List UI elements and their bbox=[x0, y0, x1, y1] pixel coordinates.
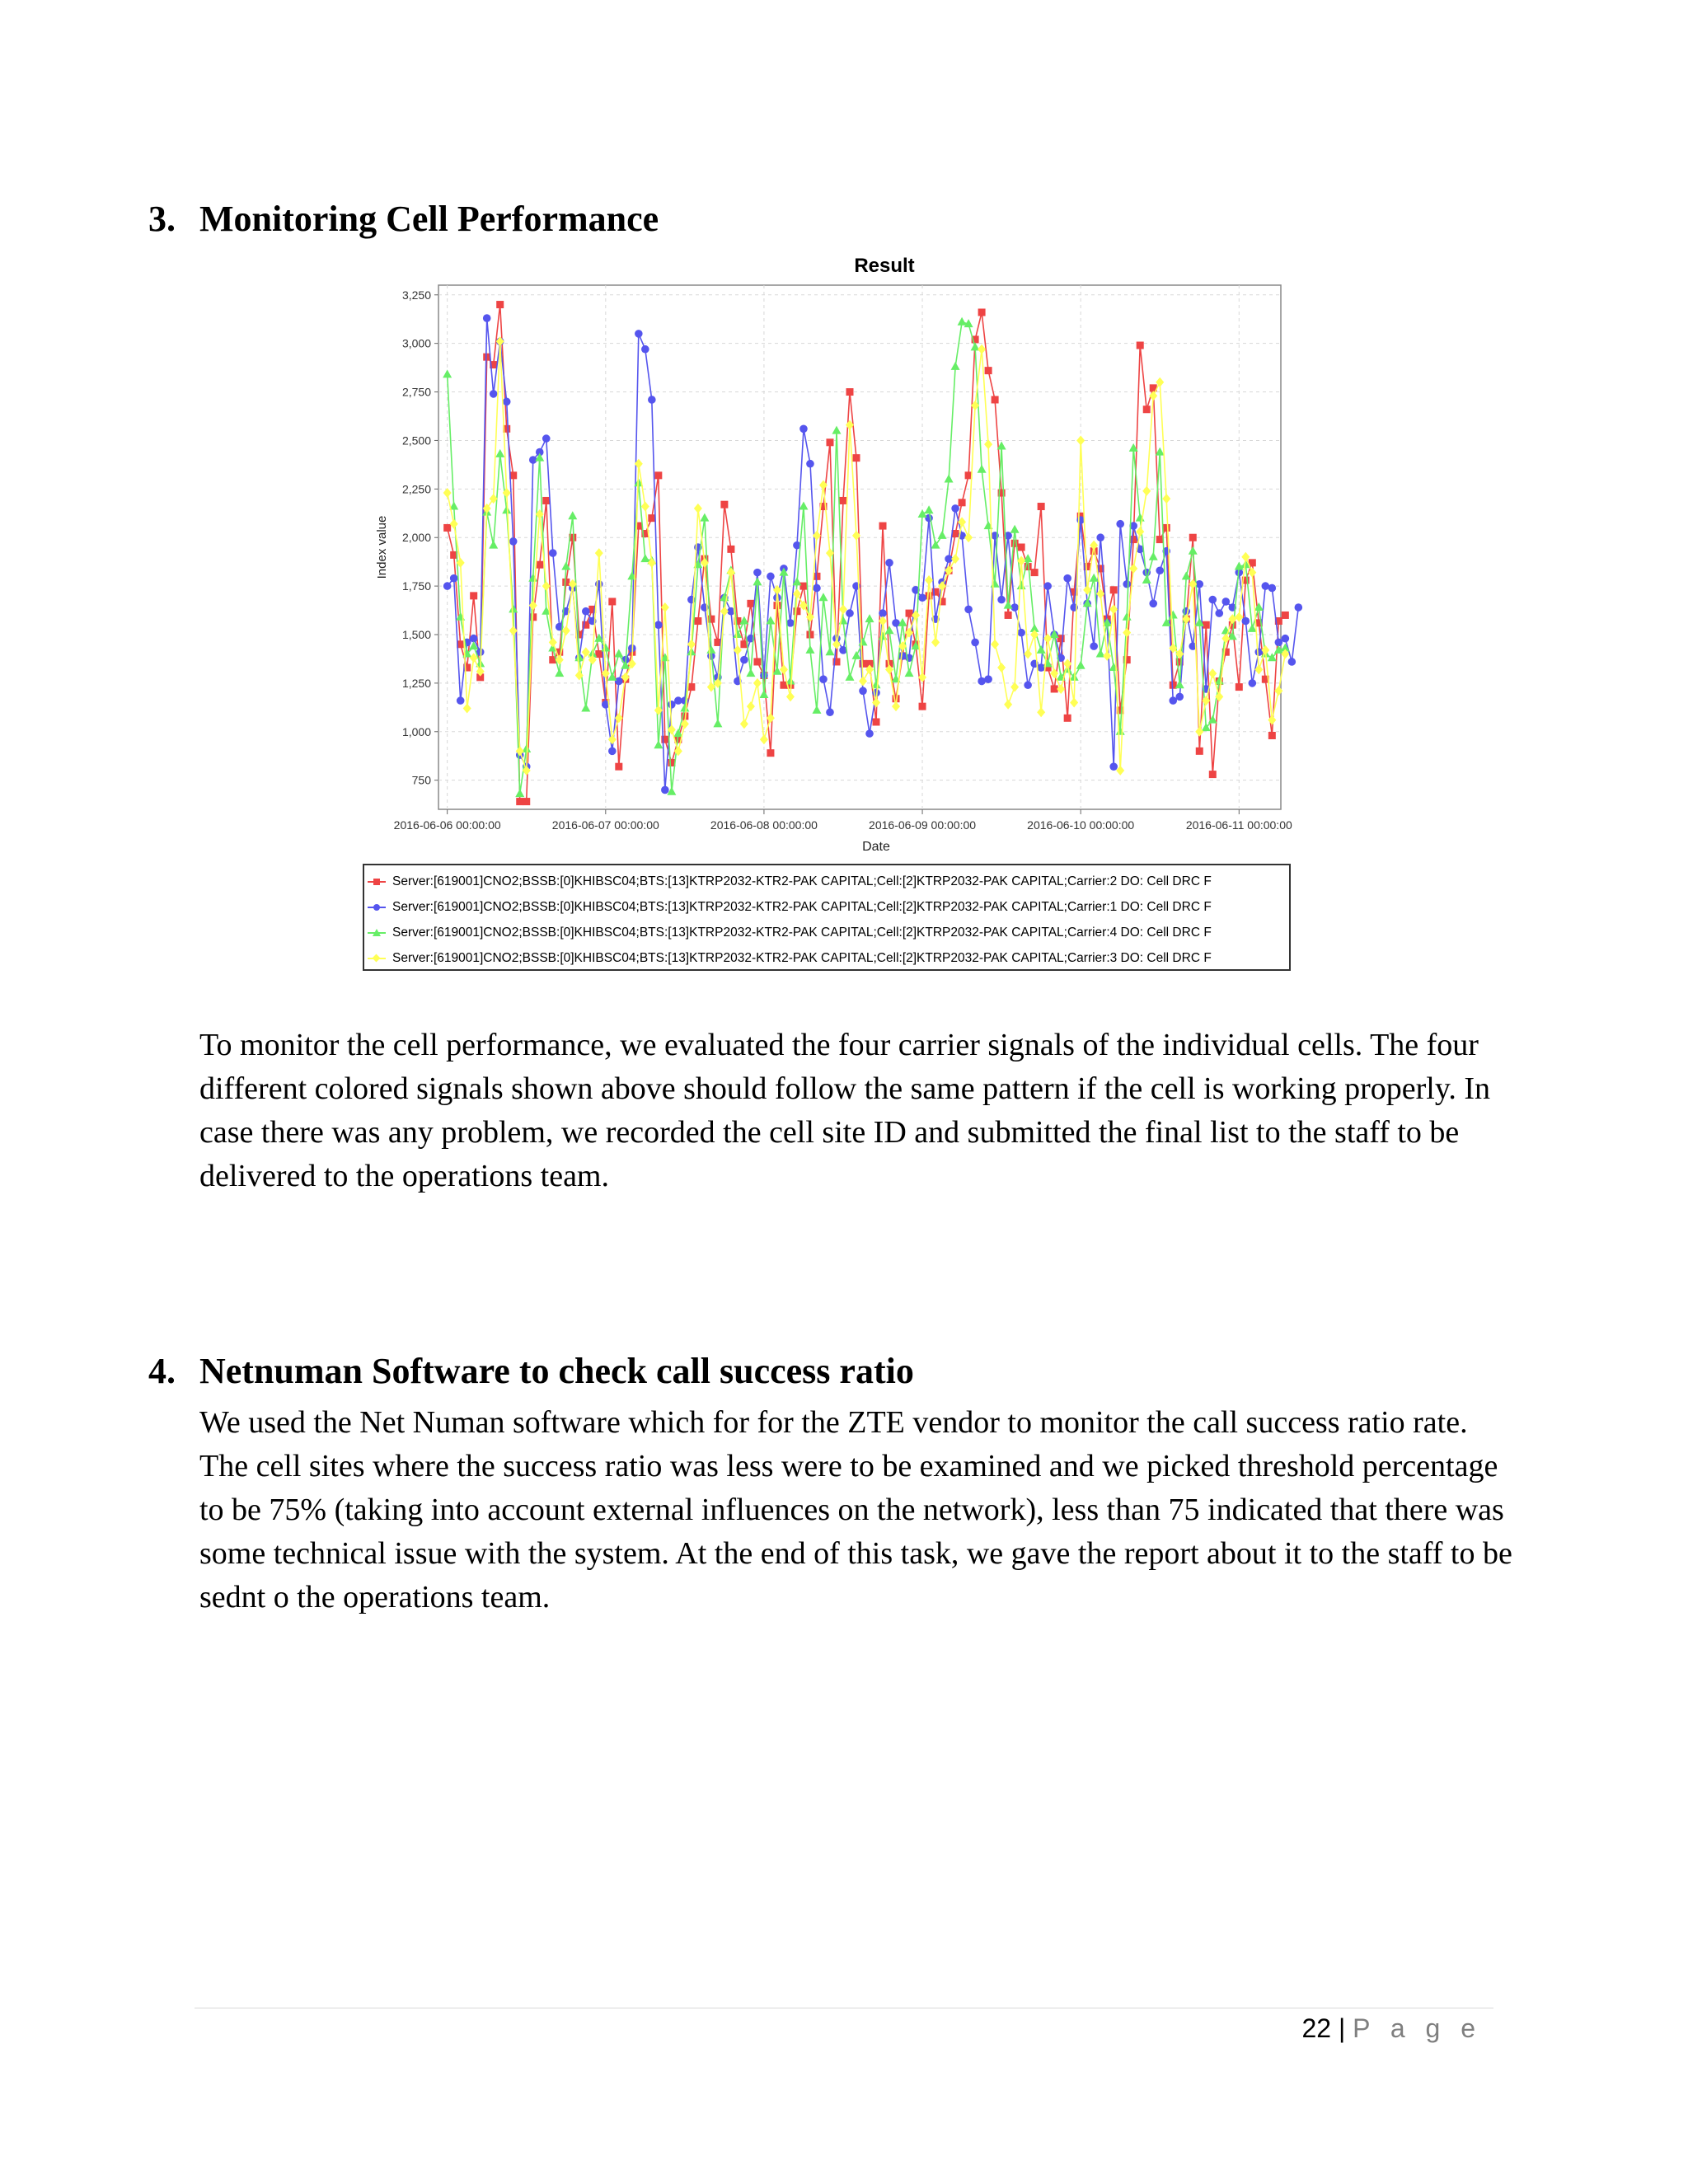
data-point bbox=[1116, 520, 1124, 528]
data-point bbox=[932, 588, 940, 596]
data-point bbox=[457, 696, 465, 705]
result-chart bbox=[363, 247, 1335, 981]
y-tick-label: 1,250 bbox=[401, 676, 431, 690]
data-point bbox=[648, 396, 656, 404]
data-point bbox=[846, 609, 854, 617]
data-point bbox=[852, 454, 860, 462]
legend-entry bbox=[368, 869, 1289, 894]
data-point bbox=[523, 798, 530, 805]
data-point bbox=[635, 330, 643, 338]
x-tick-label: 2016-06-11 00:00:00 bbox=[1185, 818, 1292, 832]
section-3-title: Monitoring Cell Performance bbox=[199, 199, 659, 239]
data-point bbox=[1268, 584, 1277, 593]
x-tick-label: 2016-06-06 00:00:00 bbox=[393, 818, 501, 832]
data-point bbox=[443, 524, 451, 532]
data-point bbox=[536, 561, 543, 569]
data-point bbox=[1275, 639, 1283, 647]
data-point bbox=[490, 390, 498, 398]
x-tick-label: 2016-06-07 00:00:00 bbox=[551, 818, 659, 832]
data-point bbox=[1090, 642, 1098, 650]
data-point bbox=[1110, 586, 1118, 593]
legend-marker bbox=[368, 927, 386, 939]
legend-marker bbox=[368, 953, 386, 964]
data-point bbox=[1163, 524, 1170, 532]
section-3-heading bbox=[148, 198, 659, 241]
legend-entry bbox=[368, 945, 1289, 971]
page-number: 22 bbox=[1301, 2013, 1332, 2043]
data-point bbox=[1189, 534, 1197, 541]
data-point bbox=[470, 635, 478, 643]
data-point bbox=[767, 749, 774, 757]
data-point bbox=[503, 398, 511, 406]
y-tick-label: 2,250 bbox=[401, 482, 431, 496]
data-point bbox=[846, 388, 853, 396]
data-point bbox=[918, 593, 926, 602]
data-point bbox=[1282, 635, 1290, 643]
y-axis-label: Index value bbox=[375, 515, 389, 579]
data-point bbox=[1209, 771, 1217, 778]
data-point bbox=[819, 675, 828, 683]
data-point bbox=[1249, 679, 1257, 687]
data-point bbox=[1109, 762, 1118, 771]
data-point bbox=[1268, 732, 1276, 739]
x-tick-label: 2016-06-10 00:00:00 bbox=[1027, 818, 1135, 832]
data-point bbox=[1063, 574, 1071, 583]
data-point bbox=[1038, 503, 1045, 510]
data-point bbox=[595, 580, 603, 588]
data-point bbox=[608, 748, 617, 756]
x-axis-label: Date bbox=[862, 840, 890, 854]
data-point bbox=[964, 606, 973, 614]
data-point bbox=[1031, 569, 1039, 576]
data-point bbox=[1242, 617, 1250, 626]
data-point bbox=[1018, 544, 1025, 551]
data-point bbox=[1196, 748, 1203, 755]
data-point bbox=[450, 574, 458, 583]
data-point bbox=[1011, 540, 1019, 547]
data-point bbox=[826, 438, 833, 446]
data-point bbox=[1024, 681, 1032, 689]
data-point bbox=[1123, 580, 1131, 588]
data-point bbox=[1064, 715, 1071, 722]
data-point bbox=[542, 434, 551, 443]
result-chart-svg bbox=[363, 247, 1335, 861]
data-point bbox=[707, 616, 715, 623]
data-point bbox=[925, 514, 933, 523]
data-point bbox=[1057, 635, 1065, 642]
data-point bbox=[885, 559, 893, 567]
x-tick-label: 2016-06-08 00:00:00 bbox=[710, 818, 818, 832]
data-point bbox=[767, 573, 775, 581]
data-point bbox=[799, 425, 808, 434]
data-point bbox=[1203, 621, 1210, 629]
legend-entry bbox=[368, 920, 1289, 945]
data-point bbox=[753, 569, 762, 577]
section-3-paragraph: To monitor the cell performance, we evaluated the four carrier signals of the individual cells. The four different colored signals shown above should follow the same pattern if the cell is working properly. In case there was any problem, we recorded the cell site ID and submitted the final list to the staff to be delivered to the operations team. bbox=[199, 1028, 1491, 1193]
data-point bbox=[1208, 596, 1217, 604]
data-point bbox=[529, 456, 537, 464]
data-point bbox=[694, 617, 701, 625]
data-point bbox=[608, 598, 616, 605]
data-point bbox=[509, 537, 518, 546]
data-point bbox=[859, 687, 867, 696]
chart-legend bbox=[363, 864, 1291, 971]
legend-label: Server:[619001]CNO2;BSSB:[0]KHIBSC04;BTS:[13]KTRP2032-KTR2-PAK CAPITAL;Cell:[2]KTRP2032-PAK CAPITAL;Carrier:2 DO: Cell DRC F bbox=[392, 874, 1212, 888]
data-point bbox=[542, 497, 550, 504]
data-point bbox=[1255, 648, 1264, 656]
data-point bbox=[1169, 696, 1177, 705]
data-point bbox=[654, 471, 662, 479]
data-point bbox=[549, 549, 557, 557]
y-tick-label: 3,000 bbox=[401, 336, 431, 350]
data-point bbox=[951, 504, 959, 513]
data-point bbox=[641, 345, 649, 354]
data-point bbox=[1288, 658, 1296, 666]
data-point bbox=[687, 683, 695, 691]
data-point bbox=[661, 786, 669, 794]
data-point bbox=[873, 719, 880, 726]
data-point bbox=[615, 763, 622, 771]
section-3-number: 3. bbox=[148, 199, 176, 239]
data-point bbox=[760, 672, 768, 680]
legend-entry bbox=[368, 894, 1289, 920]
data-point bbox=[1037, 663, 1045, 672]
section-4-number: 4. bbox=[148, 1351, 176, 1391]
data-point bbox=[668, 701, 676, 709]
data-point bbox=[865, 729, 874, 738]
data-point bbox=[648, 514, 655, 522]
legend-marker bbox=[368, 876, 386, 888]
data-point bbox=[1043, 582, 1052, 590]
legend-label: Server:[619001]CNO2;BSSB:[0]KHIBSC04;BTS:[13]KTRP2032-KTR2-PAK CAPITAL;Cell:[2]KTRP2032-PAK CAPITAL;Carrier:3 DO: Cell DRC F bbox=[392, 950, 1212, 965]
data-point bbox=[773, 602, 781, 609]
page-footer bbox=[1301, 2013, 1482, 2044]
data-point bbox=[1175, 693, 1184, 701]
data-point bbox=[615, 677, 623, 686]
data-point bbox=[906, 610, 913, 617]
section-4-paragraph: We used the Net Numan software which for for the ZTE vendor to monitor the call success ratio rate. The cell sites where the success ratio was less were to be examined and we picked threshold percentage to be 75% (taking into account external influences on the network), less than 75 indicated that there was some technical issue with the system. At the end of this task, we gave the report about it to the staff to be sednt o the operations team. bbox=[199, 1405, 1512, 1615]
data-point bbox=[879, 523, 887, 530]
data-point bbox=[654, 621, 663, 629]
data-point bbox=[992, 396, 999, 403]
data-point bbox=[919, 703, 926, 710]
data-point bbox=[959, 499, 966, 506]
data-point bbox=[470, 592, 477, 599]
data-point bbox=[562, 579, 570, 586]
data-point bbox=[1143, 405, 1151, 413]
data-point bbox=[753, 658, 761, 665]
data-point bbox=[1149, 600, 1157, 608]
data-point bbox=[496, 301, 504, 308]
legend-label: Server:[619001]CNO2;BSSB:[0]KHIBSC04;BTS:[13]KTRP2032-KTR2-PAK CAPITAL;Cell:[2]KTRP2032-PAK CAPITAL;Carrier:1 DO: Cell DRC F bbox=[392, 899, 1212, 914]
data-point bbox=[860, 660, 867, 668]
data-point bbox=[1156, 566, 1164, 574]
data-point bbox=[483, 314, 491, 322]
y-tick-label: 2,500 bbox=[401, 434, 431, 448]
data-point bbox=[582, 607, 590, 616]
legend-marker bbox=[368, 902, 386, 913]
section-4-heading bbox=[148, 1350, 914, 1394]
legend-label: Server:[619001]CNO2;BSSB:[0]KHIBSC04;BTS:[13]KTRP2032-KTR2-PAK CAPITAL;Cell:[2]KTRP2032-PAK CAPITAL;Carrier:4 DO: Cell DRC F bbox=[392, 925, 1212, 940]
data-point bbox=[839, 497, 846, 504]
footer-separator: | bbox=[1338, 2013, 1346, 2043]
data-point bbox=[984, 675, 992, 683]
y-tick-label: 1,750 bbox=[401, 579, 431, 593]
data-point bbox=[727, 546, 734, 553]
data-point bbox=[826, 708, 834, 716]
data-point bbox=[799, 583, 807, 590]
data-point bbox=[806, 460, 814, 468]
data-point bbox=[1096, 533, 1104, 541]
data-point bbox=[1017, 629, 1025, 637]
data-point bbox=[740, 656, 748, 664]
data-point bbox=[978, 308, 986, 316]
data-point bbox=[1005, 612, 1012, 619]
y-tick-label: 1,000 bbox=[401, 724, 431, 738]
data-point bbox=[813, 584, 821, 593]
data-point bbox=[985, 367, 992, 374]
data-point bbox=[1221, 598, 1230, 606]
data-point bbox=[971, 639, 979, 647]
page-label: P a g e bbox=[1353, 2013, 1482, 2043]
data-point bbox=[997, 596, 1006, 604]
x-tick-label: 2016-06-09 00:00:00 bbox=[869, 818, 977, 832]
data-point bbox=[1137, 342, 1144, 349]
data-point bbox=[1215, 609, 1223, 617]
y-tick-label: 750 bbox=[411, 773, 431, 787]
y-tick-label: 2,750 bbox=[401, 385, 431, 399]
section-4-title: Netnuman Software to check call success ratio bbox=[199, 1351, 914, 1391]
chart-title: Result bbox=[854, 255, 915, 277]
data-point bbox=[443, 582, 452, 590]
data-point bbox=[516, 798, 523, 805]
data-point bbox=[1295, 603, 1303, 612]
y-tick-label: 3,250 bbox=[401, 288, 431, 302]
y-tick-label: 2,000 bbox=[401, 531, 431, 545]
data-point bbox=[1236, 683, 1243, 691]
y-tick-label: 1,500 bbox=[401, 628, 431, 641]
data-point bbox=[879, 609, 887, 617]
data-point bbox=[1282, 612, 1289, 619]
data-point bbox=[1010, 603, 1019, 612]
data-point bbox=[720, 501, 728, 509]
